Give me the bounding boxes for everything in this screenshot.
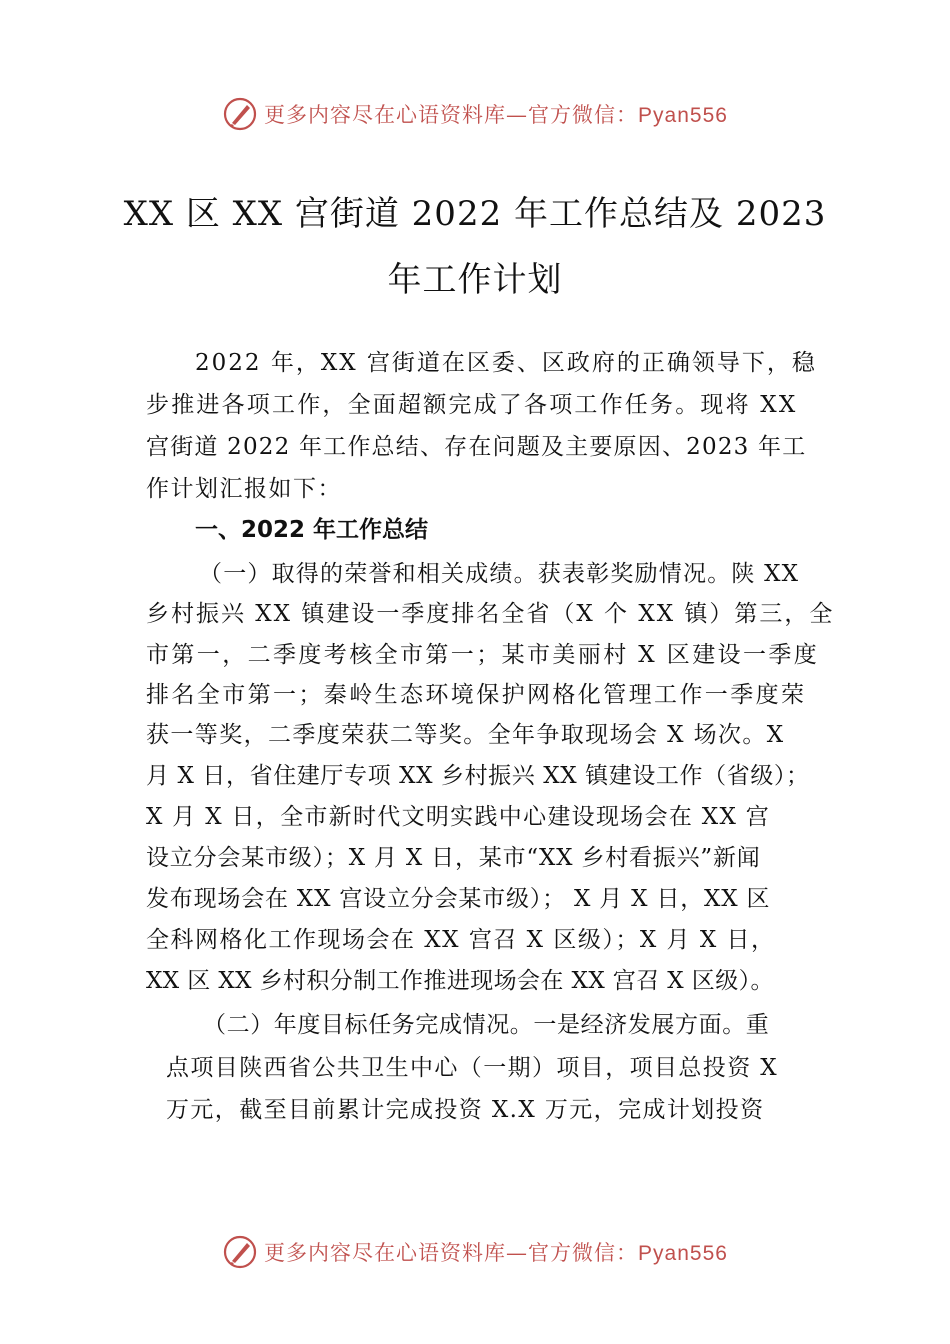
banner-text xyxy=(264,99,728,129)
document-title-line-2: 年工作计划 xyxy=(387,260,563,300)
section-1-line-5: 获一等奖，二季度荣获二等奖。全年争取现场会 X 场次。X xyxy=(146,722,785,748)
document-title-line-1: XX 区 XX 宫街道 2022 年工作总结及 2023 xyxy=(123,194,827,234)
banner-text xyxy=(264,1237,728,1267)
section-1-line-7: X 月 X 日，全市新时代文明实践中心建设现场会在 XX 宫 xyxy=(146,804,771,830)
section-1-line-1: （一）取得的荣誉和相关成绩。获表彰奖励情况。陕 XX xyxy=(199,561,800,587)
section-2-line-3: 万元，截至目前累计完成投资 X.X 万元，完成计划投资 xyxy=(166,1097,765,1123)
section-2-line-1: （二）年度目标任务完成情况。一是经济发展方面。重 xyxy=(203,1012,770,1038)
banner-text-cn: 更多内容尽在心语资料库—官方微信： xyxy=(264,103,639,127)
section-1-line-9: 发布现场会在 XX 宫设立分会某市级）； X 月 X 日，XX 区 xyxy=(146,886,771,912)
section-1-line-4: 排名全市第一；秦岭生态环境保护网格化管理工作一季度荣 xyxy=(146,682,807,708)
section-1-line-6: 月 X 日，省住建厅专项 XX 乡村振兴 XX 镇建设工作（省级）； xyxy=(146,763,810,789)
banner-text-wechat-id: Pyan556 xyxy=(638,104,728,127)
pen-logo-icon xyxy=(222,96,258,132)
section-1-line-10: 全科网格化工作现场会在 XX 宫召 X 区级）；X 月 X 日， xyxy=(146,927,776,953)
intro-line-3: 宫街道 2022 年工作总结、存在问题及主要原因、2023 年工 xyxy=(146,434,807,460)
header-banner xyxy=(0,92,950,136)
intro-line-4: 作计划汇报如下： xyxy=(146,476,342,502)
footer-banner xyxy=(0,1230,950,1274)
pen-logo-icon xyxy=(222,1234,258,1270)
section-1-line-2: 乡村振兴 XX 镇建设一季度排名全省（X 个 XX 镇）第三，全 xyxy=(146,601,835,627)
banner-text-cn: 更多内容尽在心语资料库—官方微信： xyxy=(264,1241,639,1265)
intro-line-2: 步推进各项工作，全面超额完成了各项工作任务。现将 XX xyxy=(146,392,798,418)
section-1-line-11: XX 区 XX 乡村积分制工作推进现场会在 XX 宫召 X 区级）。 xyxy=(146,968,774,994)
section-2-line-2: 点项目陕西省公共卫生中心（一期）项目，项目总投资 X xyxy=(166,1055,779,1081)
section-1-line-8: 设立分会某市级）；X 月 X 日，某市“XX 乡村看振兴”新闻 xyxy=(146,845,761,871)
section-1-line-3: 市第一，二季度考核全市第一；某市美丽村 X 区建设一季度 xyxy=(146,642,820,668)
section-heading-1: 一、2022 年工作总结 xyxy=(195,517,429,543)
banner-text-wechat-id: Pyan556 xyxy=(638,1242,728,1265)
intro-line-1: 2022 年，XX 宫街道在区委、区政府的正确领导下，稳 xyxy=(195,350,817,376)
